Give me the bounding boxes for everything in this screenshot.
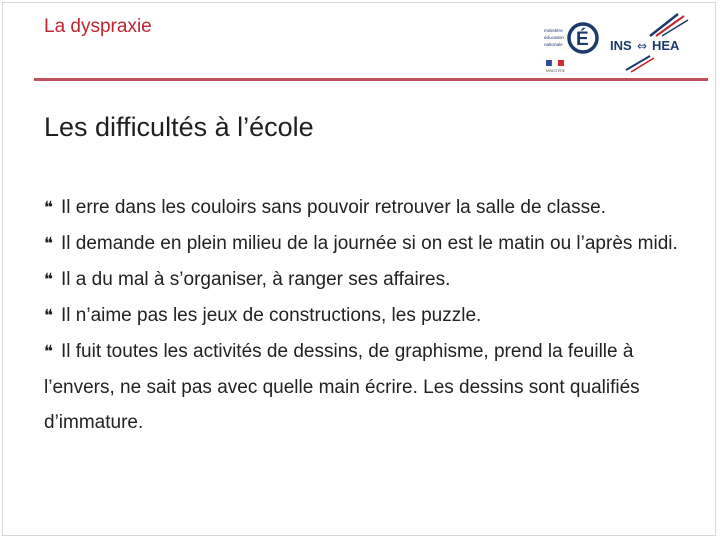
flag-white: [552, 60, 558, 66]
slide-title: Les difficultés à l’école: [44, 112, 314, 142]
bullet-text: Il demande en plein milieu de la journée si on est le matin ou l’après midi.: [61, 233, 678, 254]
swoosh-navy: [650, 14, 678, 36]
logo-emblem-letter: É: [576, 29, 589, 50]
inshea-right: HEA: [652, 38, 680, 53]
section-title: La dyspraxie: [44, 16, 152, 37]
list-item: [44, 262, 694, 298]
logo-line-2: éducation: [544, 35, 564, 40]
ministry-education-logo: [543, 14, 599, 74]
bullet-text: Il fuit toutes les activités de dessins, de graphisme, prend la feuille à l’envers, ne sait pas avec quelle main écrire. Les dessins sont qualifiés d’immature.: [44, 341, 640, 433]
quote-bullet-icon: ❝: [44, 270, 54, 290]
bullet-text: Il erre dans les couloirs sans pouvoir retrouver la salle de classe.: [61, 197, 606, 218]
quote-bullet-icon: ❝: [44, 342, 54, 362]
flag-blue: [546, 60, 552, 66]
header-divider: [34, 78, 708, 81]
list-item: [44, 226, 694, 262]
quote-bullet-icon: ❝: [44, 198, 54, 218]
logo-footer: MINISTÈRE: [546, 69, 566, 73]
inshea-left: INS: [610, 38, 632, 53]
bullet-text: Il n’aime pas les jeux de constructions, les puzzle.: [61, 305, 482, 326]
quote-bullet-icon: ❝: [44, 234, 54, 254]
list-item: [44, 334, 694, 440]
logo-line-3: nationale: [544, 42, 563, 47]
list-item: [44, 190, 694, 226]
bullet-text: Il a du mal à s’organiser, à ranger ses affaires.: [61, 269, 451, 290]
inshea-arrow: ⇔: [637, 39, 648, 53]
logo-line-1: ministère: [544, 28, 563, 33]
inshea-logo: [606, 12, 690, 74]
bullet-list: [44, 190, 694, 440]
list-item: [44, 298, 694, 334]
quote-bullet-icon: ❝: [44, 306, 54, 326]
flag-red: [558, 60, 564, 66]
